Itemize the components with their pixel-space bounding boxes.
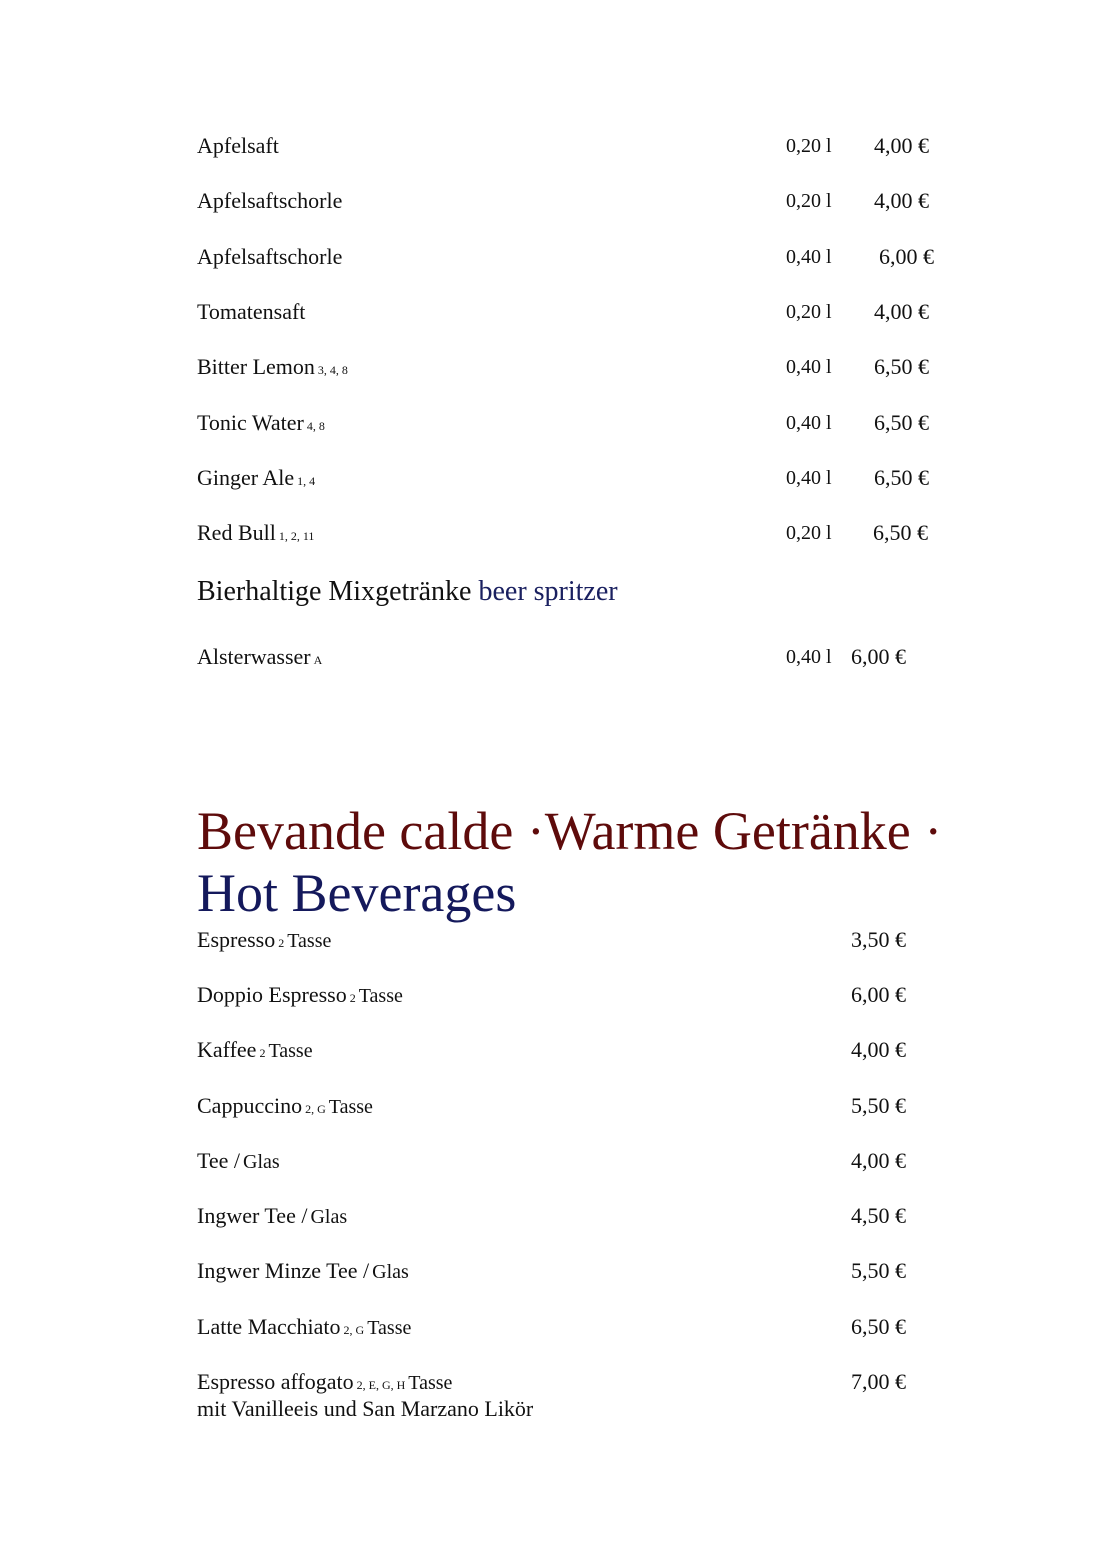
- menu-item: [197, 1312, 957, 1342]
- item-name-text: Espresso: [197, 927, 276, 952]
- item-name-text: Red Bull: [197, 520, 276, 545]
- item-volume: 0,20 l: [786, 135, 832, 157]
- item-price: 4,00 €: [874, 299, 929, 324]
- item-price: 6,50 €: [874, 410, 929, 435]
- menu-item: [197, 131, 957, 161]
- menu-item: [197, 1201, 957, 1231]
- allergen-codes: 1, 4: [297, 474, 316, 488]
- menu-item: [197, 297, 957, 327]
- allergen-codes: 4, 8: [306, 419, 325, 433]
- item-price: 5,50 €: [851, 1093, 906, 1118]
- item-name: Apfelsaft: [197, 133, 279, 158]
- item-volume: 0,40 l: [786, 467, 832, 489]
- item-name-text: Alsterwasser: [197, 644, 311, 669]
- allergen-codes: 1, 2, 11: [278, 529, 315, 543]
- allergen-codes: 2: [349, 991, 356, 1005]
- item-name: [197, 925, 331, 958]
- menu-item: [197, 1256, 957, 1286]
- item-description: mit Vanilleeis und San Marzano Likör: [197, 1396, 534, 1421]
- item-name-text: Tee /: [197, 1148, 241, 1173]
- serving-size: Tasse: [268, 1040, 313, 1062]
- item-name-text: Kaffee: [197, 1037, 257, 1062]
- item-name-text: Latte Macchiato: [197, 1314, 341, 1339]
- menu-item: [197, 980, 957, 1010]
- item-price: 6,50 €: [851, 1314, 906, 1339]
- item-volume: 0,40 l: [786, 246, 832, 268]
- section-title-en: Hot Beverages: [197, 863, 517, 923]
- section-title-de: Bevande calde ·Warme Getränke ·: [197, 801, 943, 861]
- serving-size: Tasse: [408, 1372, 453, 1394]
- item-name: [197, 1146, 280, 1177]
- serving-size: Tasse: [328, 1096, 373, 1118]
- item-price: 4,00 €: [851, 1037, 906, 1062]
- item-price: 6,50 €: [874, 465, 929, 490]
- menu-item: [197, 1035, 957, 1065]
- section-heading-hot: [197, 800, 997, 924]
- item-price: 4,00 €: [874, 188, 929, 213]
- item-name: [197, 1091, 373, 1124]
- item-price: 4,00 €: [874, 133, 929, 158]
- allergen-codes: 3, 4, 8: [317, 363, 348, 377]
- menu-item: [197, 925, 957, 955]
- allergen-codes: 2, G: [343, 1323, 365, 1337]
- item-volume: 0,40 l: [786, 356, 832, 378]
- item-name: Tomatensaft: [197, 299, 306, 324]
- item-volume: 0,20 l: [786, 522, 832, 544]
- menu-item: [197, 1146, 957, 1176]
- menu-item: [197, 463, 957, 493]
- item-price: 6,50 €: [873, 520, 928, 545]
- serving-size: Tasse: [367, 1317, 412, 1339]
- allergen-codes: 2: [259, 1046, 266, 1060]
- item-name: [197, 1035, 313, 1068]
- item-price: 4,00 €: [851, 1148, 906, 1173]
- item-price: 3,50 €: [851, 927, 906, 952]
- item-name: Apfelsaftschorle: [197, 244, 343, 269]
- item-name: [197, 408, 325, 441]
- section-title-de: Bierhaltige Mixgetränke: [197, 576, 472, 607]
- section-title-en: beer spritzer: [478, 576, 618, 607]
- item-price: 7,00 €: [851, 1369, 906, 1394]
- item-name-text: Ingwer Minze Tee /: [197, 1258, 370, 1283]
- item-name: [197, 980, 403, 1013]
- item-name: [197, 1312, 411, 1345]
- menu-item: [197, 352, 957, 382]
- menu-item: [197, 242, 957, 272]
- serving-size: Glas: [243, 1151, 280, 1173]
- allergen-codes: A: [313, 653, 323, 667]
- serving-size: Glas: [310, 1206, 348, 1228]
- item-name-text: Tonic Water: [197, 410, 304, 435]
- menu-item: [197, 408, 957, 438]
- item-name: [197, 642, 322, 675]
- section-heading-beer: [197, 574, 618, 610]
- item-price: 6,00 €: [851, 644, 906, 669]
- item-name: [197, 1256, 409, 1287]
- item-name: [197, 1201, 347, 1232]
- menu-item: [197, 186, 957, 216]
- serving-size: Tasse: [287, 930, 332, 952]
- item-name-text: Ginger Ale: [197, 465, 295, 490]
- item-price: 4,50 €: [851, 1203, 906, 1228]
- item-price: 6,50 €: [874, 354, 929, 379]
- item-name: [197, 463, 315, 496]
- item-name: [197, 352, 348, 385]
- menu-item: [197, 1367, 957, 1397]
- item-volume: 0,40 l: [786, 412, 832, 434]
- allergen-codes: 2, G: [305, 1102, 326, 1116]
- serving-size: Glas: [372, 1261, 409, 1283]
- item-price: 6,00 €: [851, 982, 906, 1007]
- allergen-codes: 2: [278, 936, 285, 950]
- item-volume: 0,20 l: [786, 190, 832, 212]
- item-volume: 0,20 l: [786, 301, 832, 323]
- menu-item: [197, 1091, 957, 1121]
- allergen-codes: 2, E, G, H: [356, 1378, 406, 1392]
- item-price: 6,00 €: [879, 244, 934, 269]
- menu-item: [197, 518, 957, 548]
- item-name-text: Espresso affogato: [197, 1369, 354, 1394]
- item-name: Apfelsaftschorle: [197, 188, 343, 213]
- item-name: [197, 518, 314, 551]
- menu-item: [197, 642, 957, 672]
- item-name-text: Cappuccino: [197, 1093, 303, 1118]
- item-name-text: Doppio Espresso: [197, 982, 347, 1007]
- item-name-text: Ingwer Tee /: [197, 1203, 308, 1228]
- item-price: 5,50 €: [851, 1258, 906, 1283]
- serving-size: Tasse: [358, 985, 403, 1007]
- item-name-text: Bitter Lemon: [197, 354, 315, 379]
- item-volume: 0,40 l: [786, 646, 832, 668]
